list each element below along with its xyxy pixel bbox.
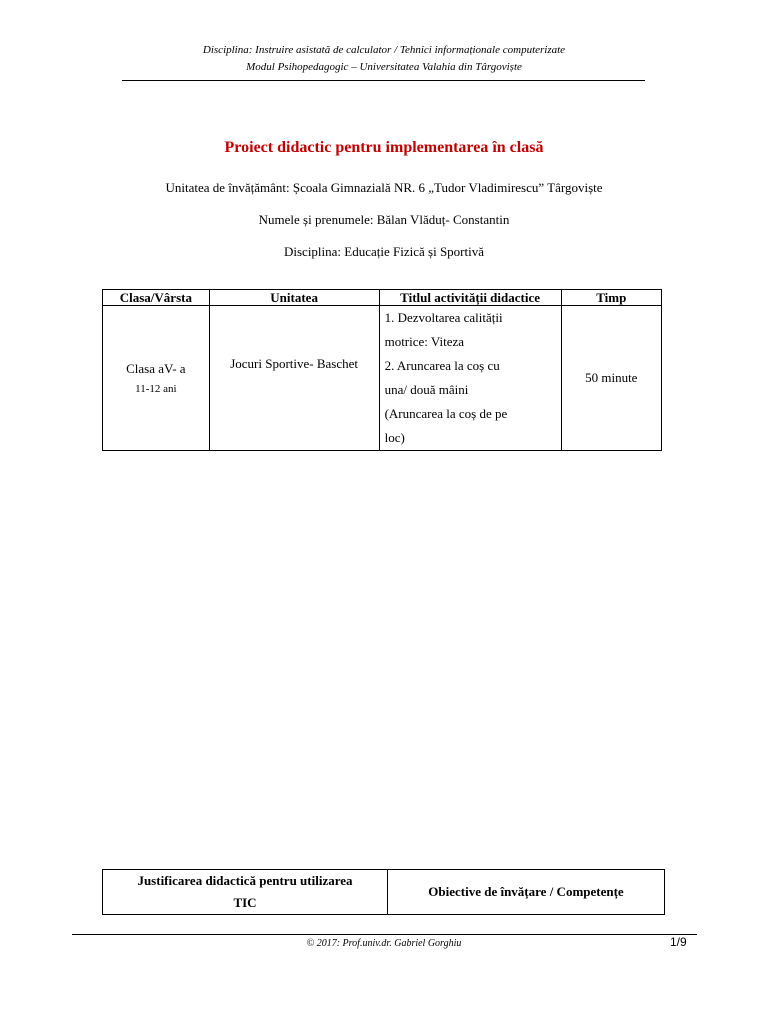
varsta-value: 11-12 ani: [135, 383, 177, 395]
document-title: Proiect didactic pentru implementarea în clasă: [224, 139, 544, 156]
timp-value: 50 minute: [585, 370, 638, 385]
justificare-line2: TIC: [233, 895, 257, 910]
header-justificarea-didactica: [103, 870, 388, 915]
unitatea-value: Jocuri Sportive- Baschet: [230, 356, 359, 371]
table-row: [103, 306, 662, 451]
justification-table: [102, 869, 665, 915]
titlu-line: motrice: Viteza: [384, 334, 465, 349]
header-timp: Timp: [561, 290, 661, 306]
table-header-row: [103, 870, 665, 915]
cell-clasa-varsta: [103, 306, 210, 451]
titlu-line: una/ două mâini: [384, 382, 469, 397]
header-clasa-varsta: Clasa/Vârsta: [103, 290, 210, 306]
header-titlul-activitatii: Titlul activității didactice: [379, 290, 561, 306]
header-module-line: Modul Psihopedagogic – Universitatea Valahia din Târgoviște: [246, 61, 522, 73]
titlu-line: 1. Dezvoltarea calității: [384, 310, 503, 325]
page-number: 1/9: [670, 935, 687, 949]
titlu-line: loc): [384, 430, 405, 445]
header-unitatea: Unitatea: [209, 290, 379, 306]
clasa-value: Clasa aV- a: [126, 361, 186, 376]
header-obiective: Obiective de învățare / Competențe: [388, 870, 665, 915]
justificare-line1: Justificarea didactică pentru utilizarea: [137, 873, 353, 888]
school-info: Unitatea de învățământ: Școala Gimnazială NR. 6 „Tudor Vladimirescu” Târgoviște: [165, 180, 603, 195]
cell-timp: [561, 306, 661, 451]
footer-copyright: © 2017: Prof.univ.dr. Gabriel Gorghiu: [306, 938, 462, 949]
table-header-row: [103, 290, 662, 306]
titlu-line: 2. Aruncarea la coș cu: [384, 358, 500, 373]
lesson-overview-table: [102, 289, 662, 451]
teacher-name: Numele și prenumele: Bălan Vlăduț- Constantin: [258, 212, 510, 227]
footer-divider: [72, 934, 697, 935]
header-divider: [122, 80, 645, 81]
header-discipline-line: Disciplina: Instruire asistată de calculator / Tehnici informaționale computerizate: [202, 44, 566, 56]
titlu-line: (Aruncarea la coș de pe: [384, 406, 508, 421]
discipline-info: Disciplina: Educație Fizică și Sportivă: [283, 244, 484, 259]
cell-unitatea: [209, 306, 379, 451]
cell-titlul-activitatii: [379, 306, 561, 451]
